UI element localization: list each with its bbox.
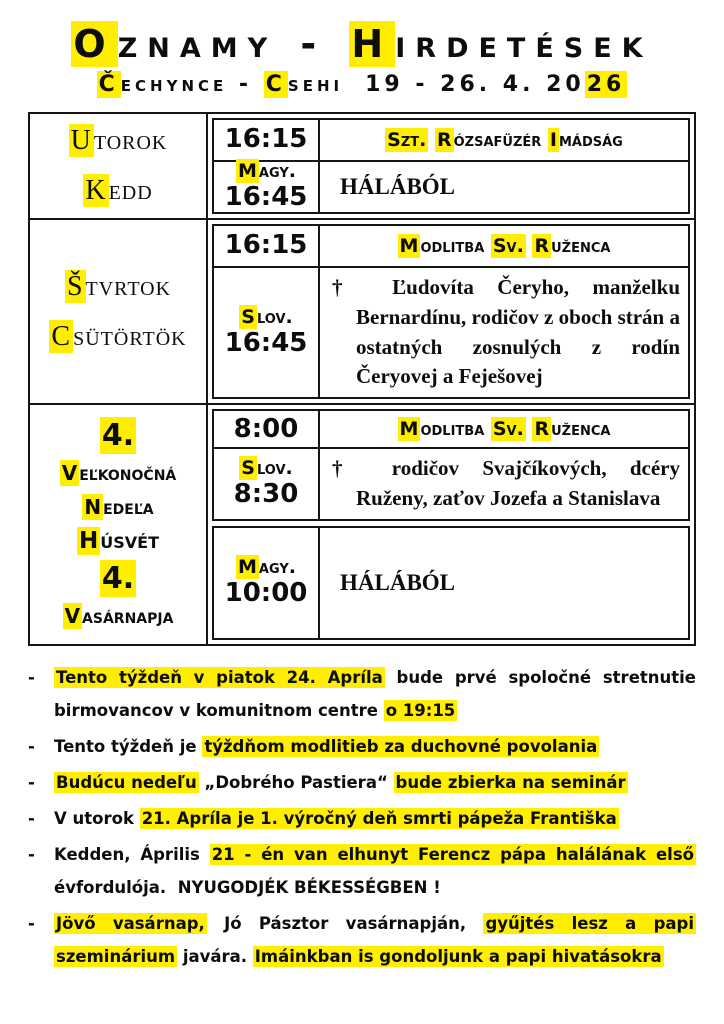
event-row [214,160,688,212]
event-title: M odlitba Sv. R uženca [399,418,611,441]
event-row [214,120,688,160]
announcement-text: Budúcu nedeľu „Dobrého Pastiera“ bude zbierka na seminár [56,772,626,792]
event-description [320,449,688,519]
announcement-item [28,907,696,973]
events-block [212,118,690,214]
event-row [214,447,688,519]
event-time: 16:15 [214,226,320,266]
event-description [320,411,688,447]
announcement-item [28,802,696,835]
bullet-marker: - [28,808,35,828]
event-row [214,266,688,397]
event-time: S lov. 16:45 [214,268,320,397]
announcement-text: Kedden, Április 21 - én van elhunyt Ferencz pápa halálának első évfordulója. NYUGODJÉK BÉKESSÉGBEN ! [54,844,694,897]
schedule-group-tuesday [30,114,694,218]
announcement-text: V utorok 21. Apríla je 1. výročný deň smrti pápeža Františka [54,808,617,828]
day-cell-tuesday: Utorok Kedd [30,114,208,218]
schedule-group-sunday [30,403,694,644]
bullet-marker: - [28,736,35,756]
event-intention: HÁLÁBÓL [340,174,456,200]
event-intention: † Ľudovíta Čeryho, manželku Bernardínu, rodičov z oboch strán a ostatných zosnulých z rodín Čeryovej a Feješovej [332,275,680,389]
day-cell-thursday: Štvrtok Csütörtök [30,220,208,403]
events-thursday [208,220,694,403]
bullet-marker: - [28,844,35,864]
event-time: M agy. 10:00 [214,528,320,638]
event-description [320,268,688,397]
announcement-text: Tento týždeň v piatok 24. Apríla bude prvé spoločné stretnutie birmovancov v komunitnom centre o 19:15 [54,667,697,720]
event-time: 16:15 [214,120,320,160]
event-row [214,528,688,638]
event-description [320,162,688,212]
events-block [212,526,690,640]
announcement-item [28,766,696,799]
announcement-item [28,730,696,763]
event-row [214,411,688,447]
event-time: M agy. 16:45 [214,162,320,212]
announcement-text: Tento týždeň je týždňom modlitieb za duchovné povolania [54,736,598,756]
events-tuesday [208,114,694,218]
event-intention: † rodičov Svajčíkových, dcéry Ruženy, zaťov Jozefa a Stanislava [332,456,680,511]
announcements-list [28,661,696,973]
day-cell-sunday: 4. V eľkonočná N edeľa Húsvét 4. V asárnapja [30,405,208,644]
page-subtitle: Čechynce - Csehi 19 - 26. 4. 2026 [98,72,626,98]
event-description [320,120,688,160]
announcement-text: Jövő vasárnap, Jó Pásztor vasárnapján, gyűjtés lesz a papi szeminárium javára. Imáinkban is gondoljunk a papi hivatásokra [56,913,694,966]
event-description [320,226,688,266]
event-time: S lov. 8:30 [214,449,320,519]
events-block [212,409,690,521]
bullet-marker: - [28,772,35,792]
announcement-item [28,838,696,904]
schedule-group-thursday [30,218,694,403]
bullet-marker: - [28,913,35,933]
events-block [212,224,690,399]
event-title: M odlitba Sv. R uženca [399,235,611,258]
announcement-item [28,661,696,727]
event-description [320,528,688,638]
events-sunday [208,405,694,644]
bullet-marker: - [28,667,35,687]
event-row [214,226,688,266]
page-title: Oznamy - Hirdetések [73,22,653,66]
event-title: Szt. R ózsafüzér I mádság [387,129,623,152]
event-intention: HÁLÁBÓL [340,569,456,595]
schedule-table [28,112,696,646]
event-time: 8:00 [214,411,320,447]
